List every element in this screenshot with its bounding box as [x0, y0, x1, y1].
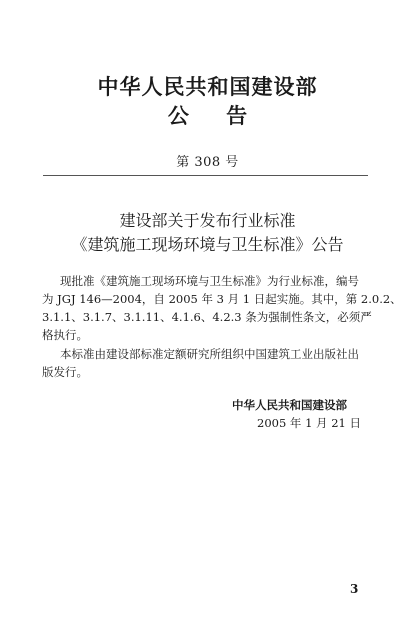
- body-text-line: 为 JGJ 146—2004，自 2005 年 3 月 1 日起实施。其中，第 2.0.2、: [42, 292, 402, 306]
- body-text-line: 版发行。: [42, 365, 88, 379]
- page-number: 3: [350, 582, 359, 596]
- subject-line: 建设部关于发布行业标准: [119, 211, 296, 230]
- body-text-line: 本标准由建设部标准定额研究所组织中国建筑工业出版社出: [60, 347, 359, 361]
- body-text-line: 格执行。: [42, 328, 88, 342]
- body-text-line: 3.1.1、3.1.7、3.1.11、4.1.6、4.2.3 条为强制性条文，必须严: [42, 310, 372, 324]
- announcement-title: 公 告: [167, 103, 248, 128]
- subject-line: 《建筑施工现场环境与卫生标准》公告: [71, 235, 344, 254]
- document-number: 第 308 号: [176, 155, 239, 170]
- header-divider: [43, 175, 368, 176]
- signature-organization: 中华人民共和国建设部: [232, 398, 347, 412]
- body-text-line: 现批准《建筑施工现场环境与卫生标准》为行业标准，编号: [60, 274, 359, 288]
- signature-date: 2005 年 1 月 21 日: [257, 416, 361, 430]
- ministry-title: 中华人民共和国建设部: [97, 74, 318, 99]
